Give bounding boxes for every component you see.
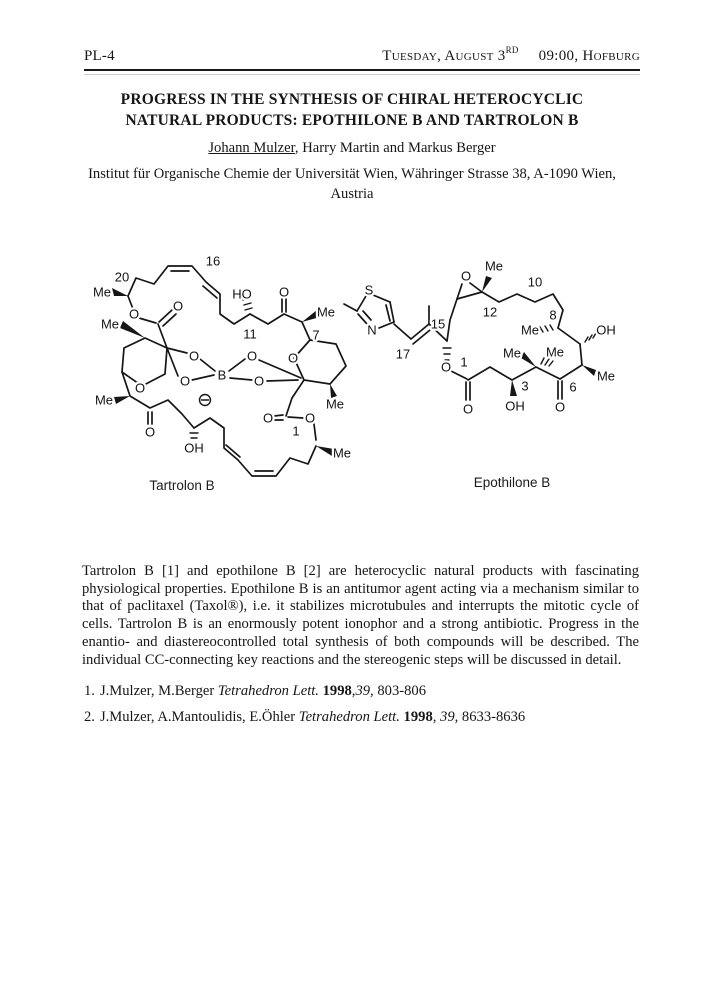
atom-label: HO xyxy=(232,286,252,302)
paper-title-line-1: PROGRESS IN THE SYNTHESIS OF CHIRAL HETEROCYCLIC xyxy=(120,91,584,108)
presenter-name: Johann Mulzer xyxy=(208,140,295,156)
atom-label: O xyxy=(287,350,299,366)
atom-label: O xyxy=(179,373,191,389)
tartrolon-atom-labels xyxy=(93,254,351,461)
atom-label: OH xyxy=(505,398,525,414)
tartrolon-structure-figure xyxy=(72,248,372,493)
atom-label: O xyxy=(246,348,258,364)
atom-label: O xyxy=(278,284,290,300)
epothilone-atom-labels xyxy=(365,259,616,417)
authors-line xyxy=(0,140,704,157)
atom-label: O xyxy=(253,373,265,389)
atom-label: Me xyxy=(596,368,616,384)
atom-label: 8 xyxy=(549,307,557,323)
atom-label: 3 xyxy=(521,378,529,394)
reference-pages: , 8633-8636 xyxy=(454,709,526,725)
paper-title-line-2: NATURAL PRODUCTS: EPOTHILONE B AND TARTROLON B xyxy=(125,112,579,129)
atom-label: O xyxy=(172,298,184,314)
atom-label: 1 xyxy=(292,423,300,439)
epothilone-bond-lines xyxy=(344,283,582,400)
atom-label: O xyxy=(188,348,200,364)
atom-label: 17 xyxy=(395,346,411,362)
atom-label: 10 xyxy=(527,274,543,290)
reference-item xyxy=(84,709,664,726)
reference-number: 1. xyxy=(84,683,95,699)
reference-separator: , xyxy=(351,683,356,699)
abstract-paragraph: Tartrolon B [1] and epothilone B [2] are heterocyclic natural products with fascinating physiological properties. Epothilone B is an antitumor agent acting via a mechanism similar to that of paclitaxel (Taxol®), i.e. it stabilizes microtubules and interrupts the mitotic cycle of cells. Tartrolon B is an enormously potent ionophor and a strong antibiotic. Progress in the enantio- and diastereocontrolled total synthesis of both compounds will be described. The individual CC-connecting key reactions and the stereogenic steps will be discussed in detail. xyxy=(82,562,639,669)
atom-label: 11 xyxy=(243,326,257,342)
reference-year: 1998 xyxy=(403,709,433,725)
atom-label: 1 xyxy=(460,354,468,370)
atom-label: 6 xyxy=(569,379,577,395)
atom-label: O xyxy=(144,424,156,440)
atom-label: 16 xyxy=(205,253,221,269)
atom-label: 15 xyxy=(430,316,446,332)
reference-number: 2. xyxy=(84,709,95,725)
atom-label: O xyxy=(134,380,146,396)
reference-authors: J.Mulzer, M.Berger xyxy=(99,683,218,699)
reference-authors: J.Mulzer, A.Mantoulidis, E.Öhler xyxy=(99,709,299,725)
atom-label: Me xyxy=(545,344,565,360)
atom-label: 12 xyxy=(482,304,498,320)
atom-label: O xyxy=(262,410,274,426)
page-header xyxy=(84,46,640,65)
atom-label: 7 xyxy=(312,327,320,343)
reference-volume: 39 xyxy=(355,683,371,699)
atom-label: S xyxy=(364,282,374,298)
date-ordinal-suffix: RD xyxy=(505,45,519,55)
atom-label: Me xyxy=(92,284,112,300)
epothilone-structure-figure xyxy=(342,252,652,472)
atom-label: B xyxy=(217,367,227,383)
epothilone-caption: Epothilone B xyxy=(473,475,551,490)
reference-journal: Tetrahedron Lett. xyxy=(298,709,404,725)
atom-label: Me xyxy=(520,322,540,338)
reference-journal: Tetrahedron Lett. xyxy=(217,683,323,699)
reference-year: 1998 xyxy=(322,683,352,699)
session-date: Tuesday, August 3 xyxy=(382,48,506,64)
atom-label: O xyxy=(128,306,140,322)
atom-label: N xyxy=(367,322,377,338)
atom-label: Me xyxy=(502,345,522,361)
header-rule-shadow xyxy=(84,74,640,75)
atom-label: Me xyxy=(484,258,504,274)
atom-label: 20 xyxy=(114,269,130,285)
header-rule xyxy=(84,69,640,71)
session-code: PL-4 xyxy=(84,48,115,64)
atom-label: Me xyxy=(100,316,120,332)
tartrolon-caption: Tartrolon B xyxy=(149,478,215,493)
atom-label: Me xyxy=(94,392,114,408)
atom-label: Me xyxy=(325,396,345,412)
affiliation-line-2: Austria xyxy=(330,186,374,202)
coauthors-text: , Harry Martin and Markus Berger xyxy=(294,140,496,156)
reference-pages: , 803-806 xyxy=(370,683,426,699)
reference-volume: 39 xyxy=(440,709,455,725)
atom-label: O xyxy=(554,399,566,415)
atom-label: O xyxy=(462,401,474,417)
atom-label: OH xyxy=(184,440,204,456)
atom-label: Me xyxy=(332,445,352,461)
atom-label: O xyxy=(440,359,452,375)
references-list xyxy=(84,683,664,735)
paper-title xyxy=(0,89,704,131)
atom-label: O xyxy=(460,268,472,284)
atom-label: OH xyxy=(596,322,616,338)
affiliation-line-1: Institut für Organische Chemie der Universität Wien, Währinger Strasse 38, A-1090 Wien, xyxy=(88,166,616,182)
atom-label: O xyxy=(304,410,316,426)
session-time-location: 09:00, Hofburg xyxy=(538,48,640,64)
reference-separator: , xyxy=(432,709,441,725)
minus-charge-icon xyxy=(200,395,211,406)
reference-item xyxy=(84,683,664,700)
atom-label: Me xyxy=(316,304,336,320)
affiliation xyxy=(0,164,704,204)
session-datetime xyxy=(382,46,640,65)
